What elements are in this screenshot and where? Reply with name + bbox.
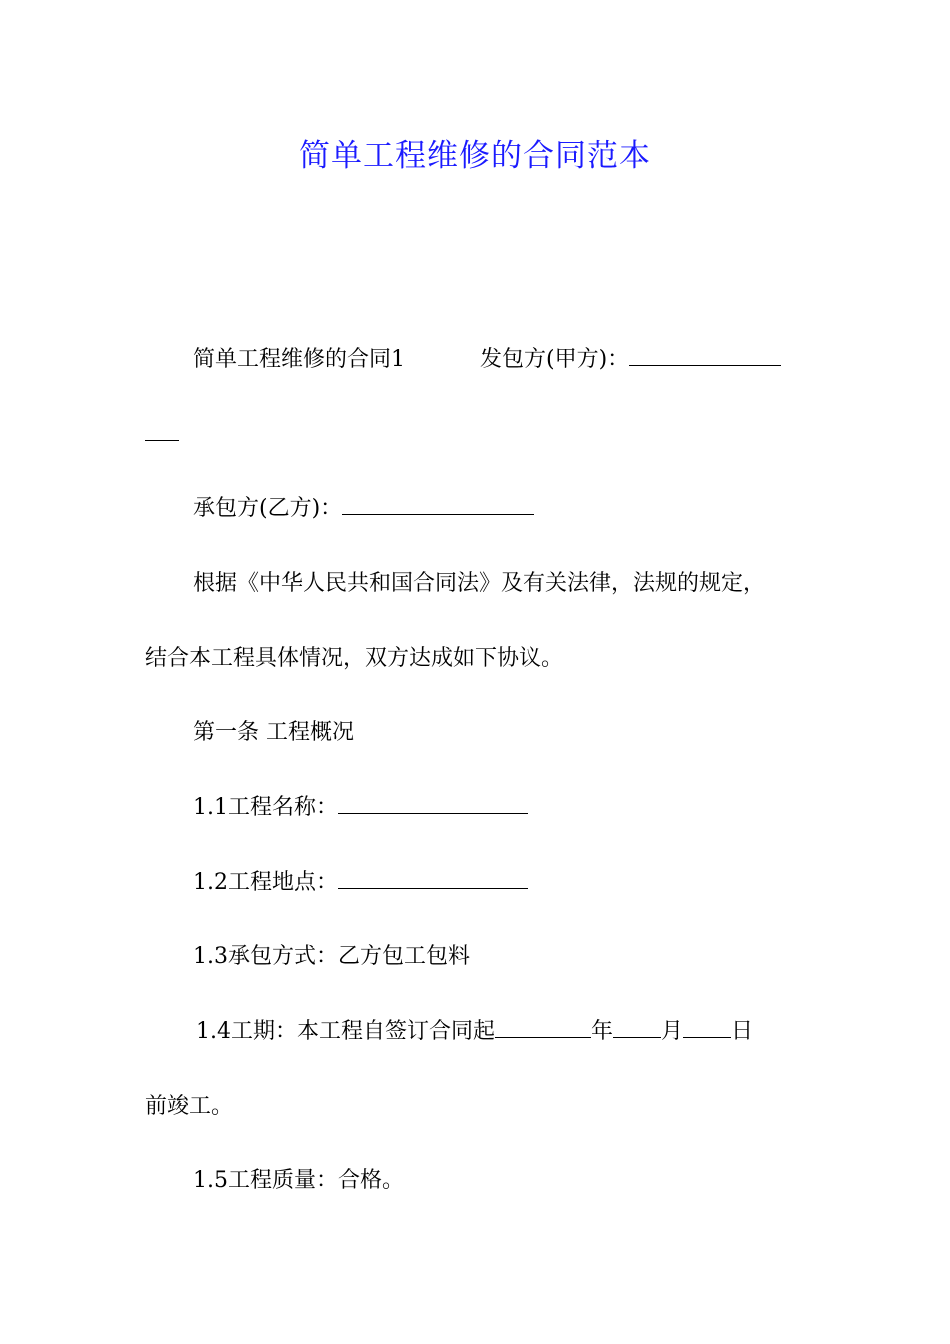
project-name-blank [338, 793, 528, 814]
party-a-blank-continuation [145, 420, 179, 450]
party-b-label: 承包方(乙方)： [193, 496, 343, 521]
item-1-4 [196, 1017, 753, 1047]
party-a-blank [629, 345, 781, 366]
item-1-4-prefix: 1.4工期：本工程自签订合同起 [196, 1019, 495, 1044]
year-label: 年 [591, 1019, 614, 1044]
preamble-line-2: 结合本工程具体情况，双方达成如下协议。 [145, 646, 564, 671]
day-label: 日 [731, 1019, 754, 1044]
article-1-heading: 第一条 工程概况 [193, 720, 354, 745]
party-a-line [480, 345, 781, 375]
year-blank [495, 1017, 591, 1038]
party-b-line [193, 494, 534, 524]
contract-heading-line [193, 345, 405, 375]
item-1-1-label: 1.1工程名称： [193, 795, 338, 820]
item-1-4-continuation: 前竣工。 [145, 1094, 234, 1119]
item-1-2-label: 1.2工程地点： [193, 870, 338, 895]
item-1-3: 1.3承包方式：乙方包工包料 [193, 944, 470, 969]
month-blank [613, 1017, 661, 1038]
party-a-label: 发包方(甲方)： [480, 347, 630, 372]
document-title: 简单工程维修的合同范本 [299, 138, 651, 174]
item-1-1 [193, 793, 528, 823]
contract-heading: 简单工程维修的合同1 [193, 347, 405, 372]
day-blank [683, 1017, 731, 1038]
project-location-blank [338, 868, 528, 889]
party-a-blank-cont [145, 420, 179, 441]
party-b-blank [342, 494, 534, 515]
month-label: 月 [661, 1019, 684, 1044]
item-1-5: 1.5工程质量：合格。 [193, 1168, 404, 1193]
preamble-line-1: 根据《中华人民共和国合同法》及有关法律，法规的规定， [193, 571, 766, 596]
item-1-2 [193, 868, 528, 898]
